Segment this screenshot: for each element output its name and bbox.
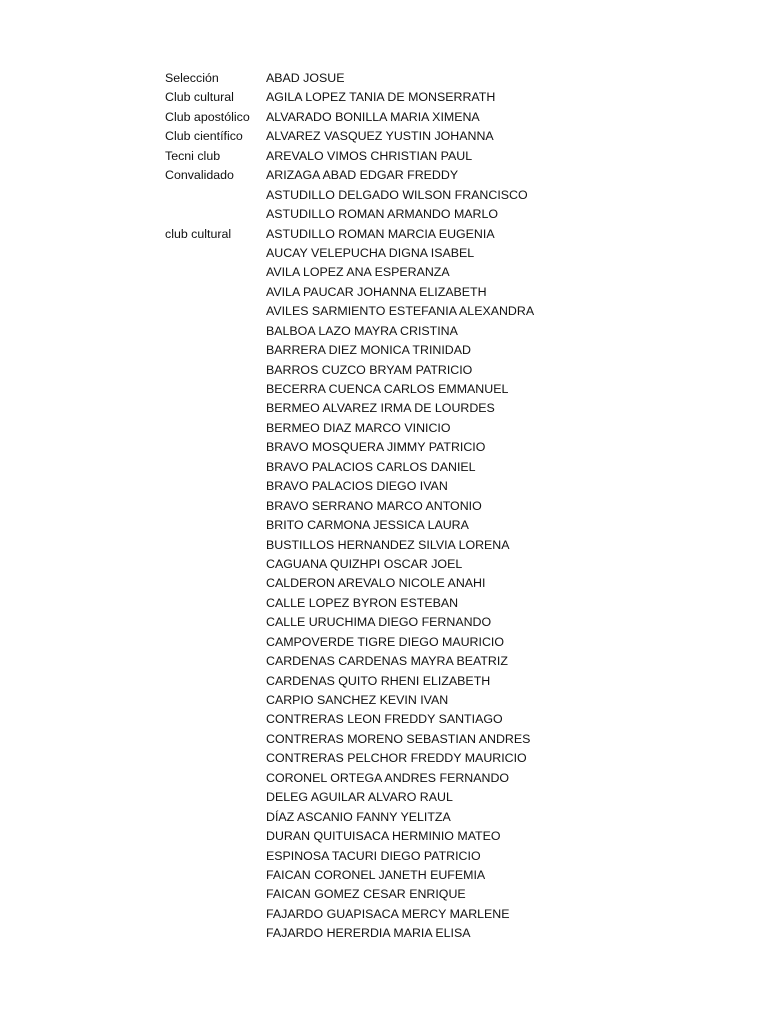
student-name: AUCAY VELEPUCHA DIGNA ISABEL bbox=[266, 245, 475, 260]
student-name: CARPIO SANCHEZ KEVIN IVAN bbox=[266, 693, 449, 707]
student-name: BARROS CUZCO BRYAM PATRICIO bbox=[266, 362, 473, 377]
list-row bbox=[165, 924, 725, 943]
student-name: DÍAZ ASCANIO FANNY YELITZA bbox=[266, 809, 451, 824]
student-name: FAJARDO GUAPISACA MERCY MARLENE bbox=[266, 906, 510, 921]
list-row bbox=[165, 847, 725, 866]
list-row bbox=[165, 652, 725, 671]
list-row bbox=[165, 516, 725, 535]
list-row bbox=[165, 710, 725, 729]
student-name: FAJARDO HERERDIA MARIA ELISA bbox=[266, 926, 471, 941]
list-row bbox=[165, 730, 725, 749]
list-row bbox=[165, 458, 725, 477]
list-row bbox=[165, 827, 725, 846]
list-row bbox=[165, 283, 725, 302]
list-row bbox=[165, 244, 725, 263]
list-row bbox=[165, 633, 725, 652]
list-row bbox=[165, 147, 725, 166]
list-row bbox=[165, 322, 725, 341]
list-row bbox=[165, 497, 725, 516]
list-row bbox=[165, 69, 725, 88]
student-name: CAGUANA QUIZHPI OSCAR JOEL bbox=[266, 556, 463, 571]
list-row bbox=[165, 866, 725, 885]
list-row bbox=[165, 361, 725, 380]
list-row bbox=[165, 263, 725, 282]
list-row bbox=[165, 88, 725, 107]
student-name: BUSTILLOS HERNANDEZ SILVIA LORENA bbox=[266, 537, 510, 552]
student-name: BALBOA LAZO MAYRA CRISTINA bbox=[266, 323, 458, 338]
list-row bbox=[165, 885, 725, 904]
category-label: Club científico bbox=[165, 129, 243, 144]
list-row bbox=[165, 341, 725, 360]
student-name: CONTRERAS MORENO SEBASTIAN ANDRES bbox=[266, 731, 531, 746]
list-row bbox=[165, 302, 725, 321]
student-name: BECERRA CUENCA CARLOS EMMANUEL bbox=[266, 382, 509, 396]
list-row bbox=[165, 438, 725, 457]
list-row bbox=[165, 574, 725, 593]
student-name: ASTUDILLO ROMAN ARMANDO MARLO bbox=[266, 207, 499, 222]
list-row bbox=[165, 672, 725, 691]
student-name: CONTRERAS LEON FREDDY SANTIAGO bbox=[266, 712, 503, 727]
student-name: CAMPOVERDE TIGRE DIEGO MAURICIO bbox=[266, 634, 504, 649]
student-name: CALLE URUCHIMA DIEGO FERNANDO bbox=[266, 615, 492, 630]
student-name: AVILES SARMIENTO ESTEFANIA ALEXANDRA bbox=[266, 304, 535, 319]
list-row bbox=[165, 769, 725, 788]
student-name: BARRERA DIEZ MONICA TRINIDAD bbox=[266, 343, 471, 358]
category-label: Selección bbox=[165, 71, 219, 85]
list-row bbox=[165, 127, 725, 146]
student-name: AVILA LOPEZ ANA ESPERANZA bbox=[266, 265, 450, 280]
category-label: Convalidado bbox=[165, 168, 234, 183]
category-label: Tecni club bbox=[165, 148, 221, 163]
list-row bbox=[165, 613, 725, 632]
student-name: CALDERON AREVALO NICOLE ANAHI bbox=[266, 576, 486, 591]
list-row bbox=[165, 536, 725, 555]
student-name: FAICAN CORONEL JANETH EUFEMIA bbox=[266, 867, 486, 882]
student-name: AGILA LOPEZ TANIA DE MONSERRATH bbox=[266, 90, 496, 105]
list-row bbox=[165, 594, 725, 613]
student-name: ALVARADO BONILLA MARIA XIMENA bbox=[266, 109, 480, 124]
student-name: DURAN QUITUISACA HERMINIO MATEO bbox=[266, 829, 501, 844]
list-row bbox=[165, 205, 725, 224]
student-list bbox=[165, 69, 725, 944]
student-name: AREVALO VIMOS CHRISTIAN PAUL bbox=[266, 148, 473, 163]
student-name: ASTUDILLO ROMAN MARCIA EUGENIA bbox=[266, 226, 495, 241]
student-name: ABAD JOSUE bbox=[266, 71, 345, 85]
student-name: BRAVO PALACIOS DIEGO IVAN bbox=[266, 479, 448, 494]
student-name: CONTRERAS PELCHOR FREDDY MAURICIO bbox=[266, 751, 527, 766]
category-label: Club apostólico bbox=[165, 109, 250, 124]
list-row bbox=[165, 419, 725, 438]
student-name: BRAVO SERRANO MARCO ANTONIO bbox=[266, 498, 482, 513]
student-name: ESPINOSA TACURI DIEGO PATRICIO bbox=[266, 848, 481, 863]
list-row bbox=[165, 186, 725, 205]
student-name: BRAVO PALACIOS CARLOS DANIEL bbox=[266, 459, 476, 474]
student-name: CORONEL ORTEGA ANDRES FERNANDO bbox=[266, 770, 510, 785]
list-row bbox=[165, 380, 725, 399]
student-name: ARIZAGA ABAD EDGAR FREDDY bbox=[266, 168, 459, 183]
list-row bbox=[165, 166, 725, 185]
list-row bbox=[165, 905, 725, 924]
list-row bbox=[165, 788, 725, 807]
list-row bbox=[165, 555, 725, 574]
student-name: CARDENAS CARDENAS MAYRA BEATRIZ bbox=[266, 654, 508, 669]
student-name: BERMEO DIAZ MARCO VINICIO bbox=[266, 420, 451, 435]
list-row bbox=[165, 749, 725, 768]
student-name: ALVAREZ VASQUEZ YUSTIN JOHANNA bbox=[266, 129, 494, 144]
list-row bbox=[165, 691, 725, 710]
student-name: ASTUDILLO DELGADO WILSON FRANCISCO bbox=[266, 187, 528, 202]
category-label: Club cultural bbox=[165, 90, 234, 105]
student-name: CALLE LOPEZ BYRON ESTEBAN bbox=[266, 595, 459, 610]
list-row bbox=[165, 808, 725, 827]
student-name: AVILA PAUCAR JOHANNA ELIZABETH bbox=[266, 284, 487, 299]
list-row bbox=[165, 477, 725, 496]
list-row bbox=[165, 399, 725, 418]
student-name: BRAVO MOSQUERA JIMMY PATRICIO bbox=[266, 440, 486, 455]
student-name: DELEG AGUILAR ALVARO RAUL bbox=[266, 790, 453, 805]
list-row bbox=[165, 108, 725, 127]
list-row bbox=[165, 225, 725, 244]
category-label: club cultural bbox=[165, 226, 232, 241]
student-name: FAICAN GOMEZ CESAR ENRIQUE bbox=[266, 887, 466, 902]
student-name: CARDENAS QUITO RHENI ELIZABETH bbox=[266, 673, 491, 688]
student-name: BERMEO ALVAREZ IRMA DE LOURDES bbox=[266, 401, 495, 416]
student-name: BRITO CARMONA JESSICA LAURA bbox=[266, 518, 469, 533]
